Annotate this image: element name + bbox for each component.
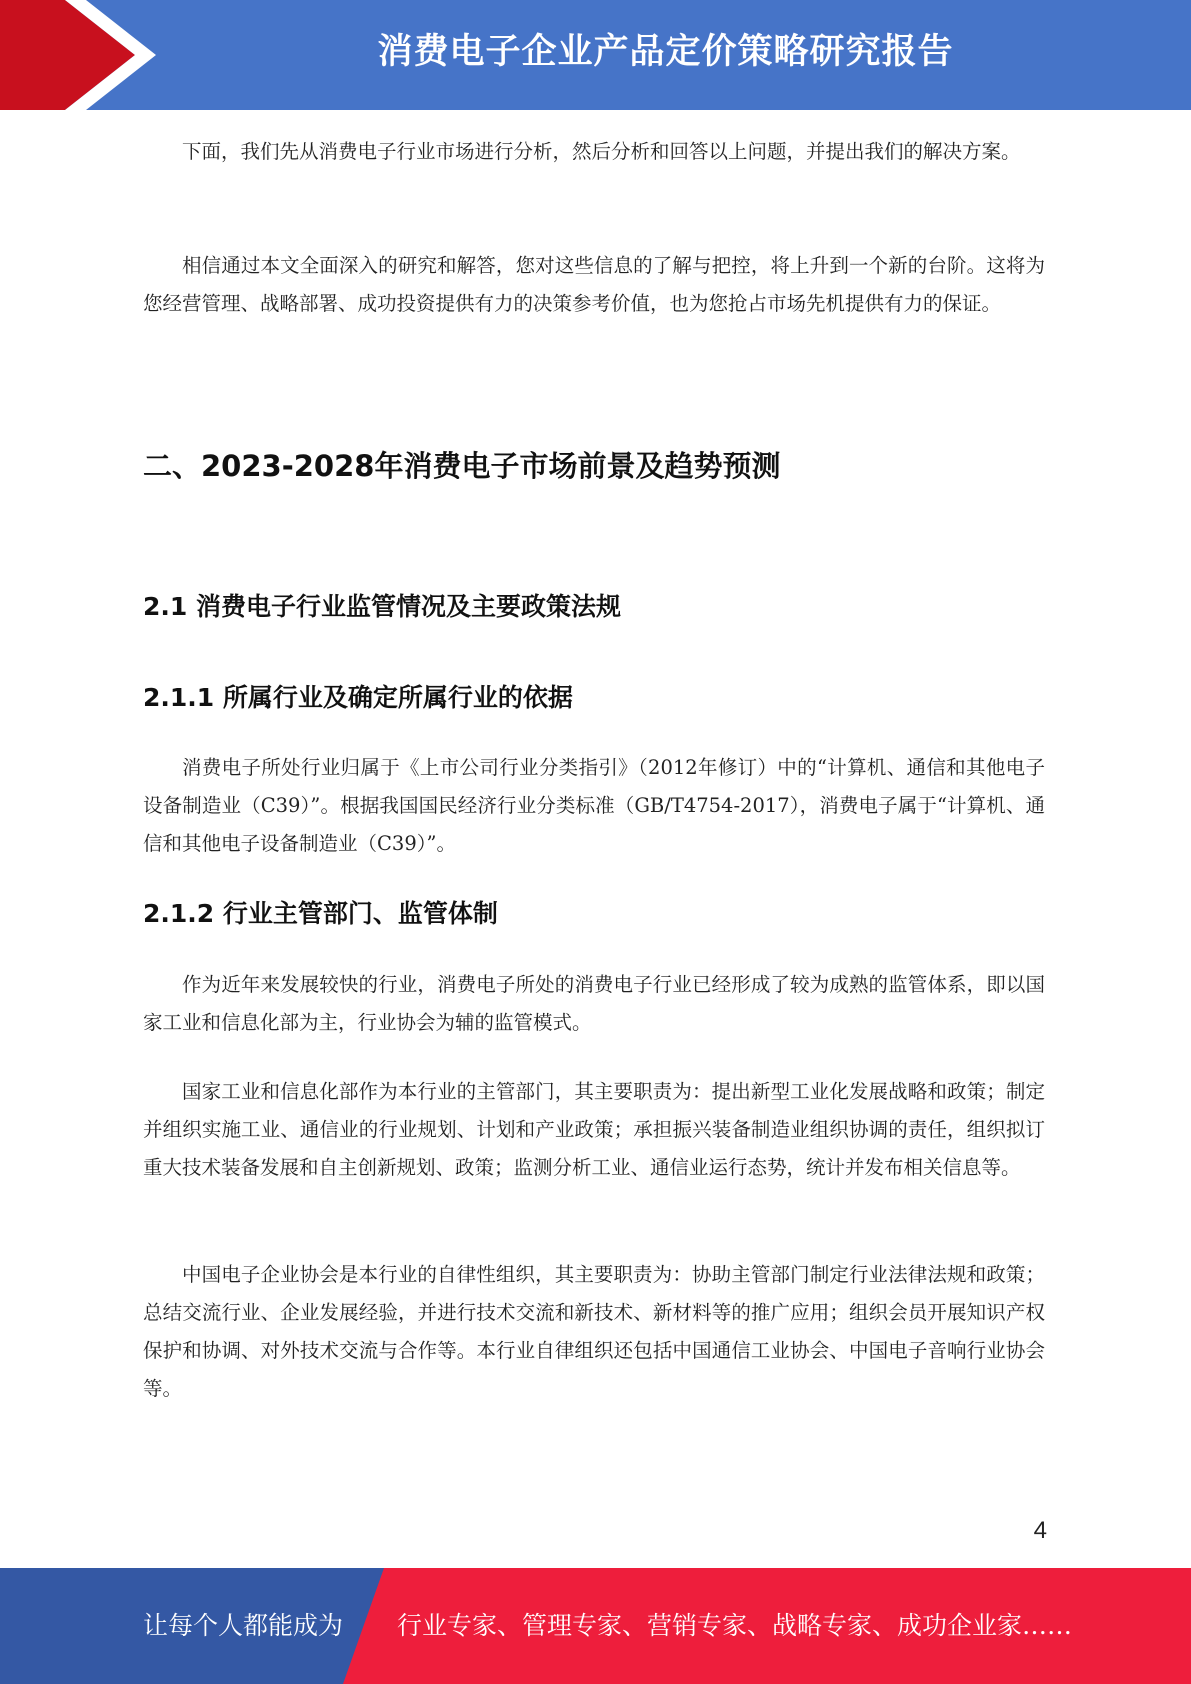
- header-banner: [0, 0, 1191, 110]
- paragraph-intro: 下面，我们先从消费电子行业市场进行分析，然后分析和回答以上问题，并提出我们的解决方案。: [182, 140, 1021, 163]
- paragraph-industry-classification: 消费电子所处行业归属于《上市公司行业分类指引》（2012年修订）中的“计算机、通信和其他电子设备制造业（C39）”。根据我国国民经济行业分类标准（GB/T4754-2017），消费电子属于“计算机、通信和其他电子设备制造业（C39）”。: [143, 756, 1045, 855]
- section-heading-2: 二、2023-2028年消费电子市场前景及趋势预测: [143, 449, 781, 483]
- footer-banner: [0, 1568, 1191, 1684]
- subsection-heading-2-1-2: 2.1.2 行业主管部门、监管体制: [143, 899, 498, 928]
- chevron-arrow-icon: [0, 0, 160, 110]
- page-number: 4: [1033, 1517, 1047, 1544]
- footer-slogan-left: 让每个人都能成为: [143, 1611, 344, 1640]
- subsection-heading-2-1-1: 2.1.1 所属行业及确定所属行业的依据: [143, 683, 573, 712]
- report-title: 消费电子企业产品定价策略研究报告: [377, 32, 954, 72]
- paragraph-value: 相信通过本文全面深入的研究和解答，您对这些信息的了解与把控，将上升到一个新的台阶。这将为您经营管理、战略部署、成功投资提供有力的决策参考价值，也为您抢占市场先机提供有力的保证。: [143, 254, 1045, 315]
- paragraph-regulatory-system: 作为近年来发展较快的行业，消费电子所处的消费电子行业已经形成了较为成熟的监管体系，即以国家工业和信息化部为主，行业协会为辅的监管模式。: [143, 973, 1045, 1034]
- subsection-heading-2-1: 2.1 消费电子行业监管情况及主要政策法规: [143, 592, 621, 621]
- paragraph-association-duties: 中国电子企业协会是本行业的自律性组织，其主要职责为：协助主管部门制定行业法律法规和政策；总结交流行业、企业发展经验，并进行技术交流和新技术、新材料等的推广应用；组织会员开展知识产权保护和协调、对外技术交流与合作等。本行业自律组织还包括中国通信工业协会、中国电子音响行业协会等。: [143, 1263, 1045, 1400]
- paragraph-ministry-duties: 国家工业和信息化部作为本行业的主管部门，其主要职责为：提出新型工业化发展战略和政策；制定并组织实施工业、通信业的行业规划、计划和产业政策；承担振兴装备制造业组织协调的责任，组织拟订重大技术装备发展和自主创新规划、政策；监测分析工业、通信业运行态势，统计并发布相关信息等。: [143, 1080, 1045, 1179]
- footer-slogan-right: 行业专家、管理专家、营销专家、战略专家、成功企业家……: [397, 1611, 1073, 1640]
